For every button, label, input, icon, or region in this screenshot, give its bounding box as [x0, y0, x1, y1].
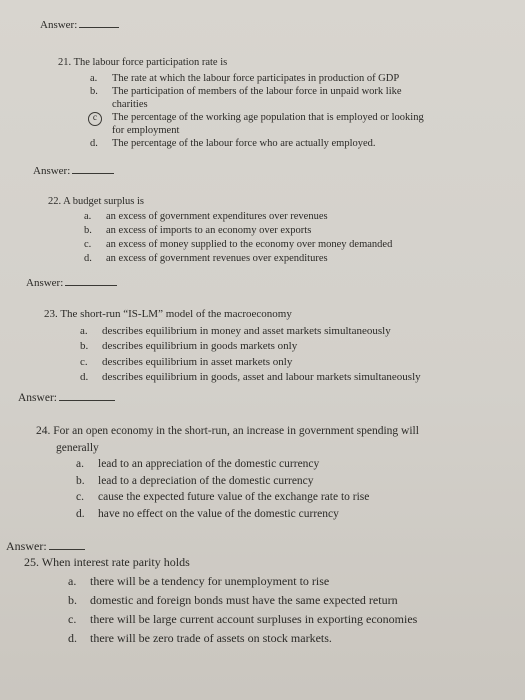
answer-label: Answer: [18, 392, 57, 404]
option-c[interactable] [68, 610, 417, 629]
answer-label: Answer: [26, 277, 64, 289]
circled-mark-icon: c [88, 112, 102, 126]
option-letter: b. [90, 86, 98, 97]
question-number: 25. [24, 555, 39, 569]
option-a[interactable] [68, 572, 417, 591]
option-a[interactable] [90, 72, 424, 85]
option-text: an excess of imports to an economy over exports [106, 225, 312, 236]
option-letter: b. [68, 593, 77, 607]
answer-line-20 [40, 18, 119, 31]
question-25 [24, 553, 417, 648]
option-letter: a. [76, 458, 84, 470]
option-text-cont: for employment [112, 125, 180, 136]
option-letter: a. [84, 211, 92, 222]
question-stem: The short-run “IS-LM” model of the macroeconomy [60, 308, 292, 320]
question-number: 24. [36, 425, 51, 437]
answer-label: Answer: [40, 19, 78, 31]
option-text: describes equilibrium in money and asset markets simultaneously [102, 324, 391, 337]
option-text: an excess of government expenditures over revenues [106, 211, 328, 222]
question-stem-cont: generally [56, 441, 99, 454]
option-b[interactable] [90, 85, 424, 111]
option-b[interactable] [84, 224, 392, 238]
option-letter: c. [68, 612, 77, 626]
option-text: describes equilibrium in goods markets only [102, 340, 298, 352]
question-number: 21. [58, 57, 72, 68]
option-letter: d. [76, 507, 85, 520]
option-letter: c. [84, 239, 92, 250]
option-d[interactable] [76, 506, 419, 523]
option-text: an excess of government revenues over expenditures [106, 253, 328, 264]
question-23 [44, 307, 421, 386]
option-c-selected[interactable] [90, 111, 424, 137]
answer-label: Answer: [6, 539, 47, 553]
option-letter: a. [90, 73, 98, 84]
question-24 [36, 423, 419, 522]
option-text: describes equilibrium in asset markets only [102, 355, 293, 368]
answer-line-23 [18, 391, 115, 404]
option-a[interactable] [80, 324, 421, 340]
option-letter: d. [84, 253, 92, 264]
option-text: there will be large current account surpluses in exporting economies [90, 612, 418, 626]
question-stem: When interest rate parity holds [41, 555, 190, 569]
option-letter: d. [90, 138, 98, 149]
option-d[interactable] [84, 252, 392, 266]
option-b[interactable] [68, 591, 417, 610]
option-d[interactable] [90, 137, 424, 150]
answer-blank[interactable] [79, 18, 119, 28]
option-text: The percentage of the labour force who are actually employed. [112, 138, 376, 149]
option-letter: b. [84, 225, 92, 236]
option-letter: d. [68, 631, 77, 645]
answer-blank[interactable] [65, 276, 117, 286]
answer-label: Answer: [33, 165, 71, 177]
option-text: describes equilibrium in goods, asset and labour markets simultaneously [102, 371, 421, 383]
question-stem: For an open economy in the short-run, an increase in government spending will [53, 425, 419, 437]
question-22 [48, 195, 392, 266]
option-text: The participation of members of the labour force in unpaid work like [112, 86, 402, 97]
question-number: 23. [44, 308, 58, 320]
option-text: an excess of money supplied to the economy over money demanded [106, 239, 393, 250]
question-stem: The labour force participation rate is [73, 57, 228, 68]
option-text: there will be zero trade of assets on stock markets. [90, 631, 332, 645]
option-letter: b. [76, 474, 85, 487]
option-d[interactable] [68, 629, 417, 648]
option-text: have no effect on the value of the domestic currency [98, 507, 339, 520]
option-c[interactable] [84, 238, 392, 252]
option-letter: d. [80, 371, 89, 383]
answer-line-24 [6, 539, 85, 554]
answer-line-22 [26, 276, 117, 289]
option-a[interactable] [84, 210, 392, 224]
option-c[interactable] [76, 489, 419, 506]
question-number: 22. [48, 196, 62, 207]
answer-blank[interactable] [59, 391, 115, 401]
answer-blank[interactable] [72, 164, 114, 174]
answer-blank[interactable] [49, 540, 85, 550]
question-stem: A budget surplus is [63, 196, 144, 207]
option-d[interactable] [80, 370, 421, 386]
option-letter: c. [76, 491, 84, 503]
option-text: The percentage of the working age population that is employed or looking [112, 112, 424, 123]
option-b[interactable] [76, 473, 419, 490]
option-text: there will be a tendency for unemployment to rise [90, 574, 330, 588]
option-c[interactable] [80, 355, 421, 371]
option-b[interactable] [80, 339, 421, 355]
option-text: cause the expected future value of the exchange rate to rise [98, 491, 370, 503]
option-letter: c. [80, 355, 88, 368]
option-text: The rate at which the labour force participates in production of GDP [112, 73, 400, 84]
option-letter: a. [80, 324, 88, 337]
option-letter: a. [68, 574, 77, 588]
option-text-cont: charities [112, 99, 148, 110]
option-text: lead to a depreciation of the domestic currency [98, 474, 314, 487]
option-text: lead to an appreciation of the domestic currency [98, 458, 320, 470]
option-text: domestic and foreign bonds must have the same expected return [90, 593, 398, 607]
question-21 [58, 56, 424, 150]
answer-line-21 [33, 164, 114, 177]
option-a[interactable] [76, 456, 419, 473]
option-letter: b. [80, 340, 89, 352]
